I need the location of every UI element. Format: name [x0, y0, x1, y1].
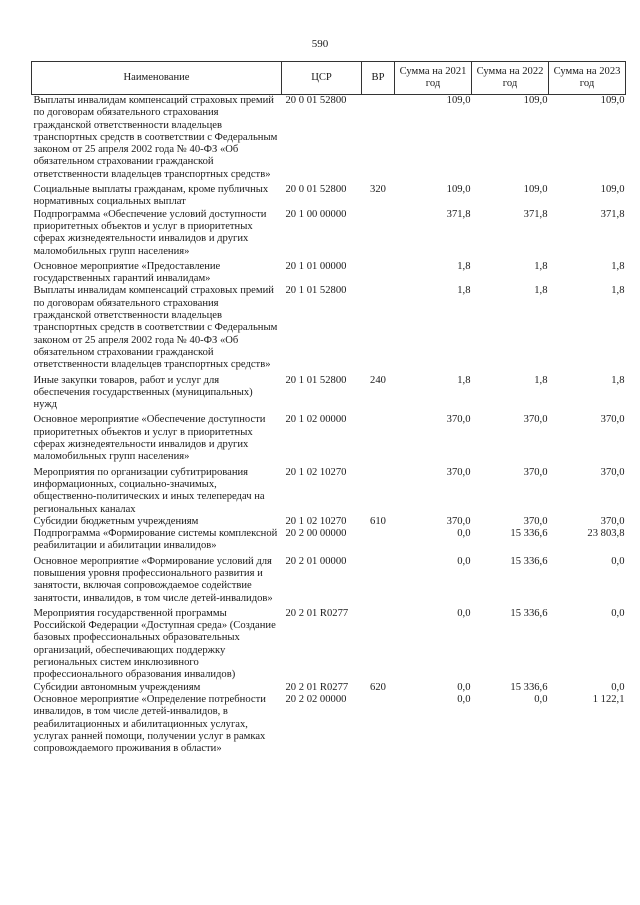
table-row: [32, 95, 626, 182]
row-vr: [362, 95, 395, 182]
row-vr: [362, 285, 395, 371]
table-row: [32, 258, 626, 286]
table-row: [32, 209, 626, 258]
row-name: Подпрограмма «Формирование системы комплексной реабилитации и абилитации инвалидов»: [33, 528, 278, 552]
row-sum-2021: 370,0: [446, 466, 471, 478]
row-sum-2023: 370,0: [600, 414, 625, 426]
row-csr: 20 0 01 52800: [285, 184, 347, 196]
row-vr: [362, 411, 395, 463]
header-vr: ВР: [362, 62, 395, 95]
row-name: Субсидии бюджетным учреждениям: [33, 515, 199, 527]
row-sum-2023: 23 803,8: [587, 528, 625, 540]
row-sum-2021: 0,0: [457, 528, 471, 540]
row-csr: 20 2 01 R0277: [285, 681, 349, 693]
header-sum-2021: Сумма на 2021 год: [395, 62, 472, 95]
table-row: [32, 411, 626, 463]
row-sum-2021: 371,8: [446, 208, 471, 220]
table-row: [32, 605, 626, 682]
row-sum-2021: 1,8: [457, 260, 471, 272]
table-row: [32, 372, 626, 412]
row-sum-2021: 0,0: [457, 693, 471, 705]
row-sum-2023: 1,8: [611, 374, 625, 386]
row-sum-2023: 0,0: [611, 555, 625, 567]
header-sum-2023: Сумма на 2023 год: [549, 62, 626, 95]
row-sum-2022: 109,0: [523, 95, 548, 106]
row-name: Выплаты инвалидам компенсаций страховых премий по договорам обязательного страхования гражданской ответственности владельцев транспортных средств в соответствии с Федеральным законом от 25 апреля 2002 года № 40-ФЗ «Об обязательном страховании гражданской ответственности владельцев транспортных средств»: [33, 285, 278, 371]
row-sum-2021: 1,8: [457, 285, 471, 297]
header-csr: ЦСР: [282, 62, 362, 95]
header-name: Наименование: [32, 62, 282, 95]
row-vr: 610: [370, 515, 386, 527]
row-sum-2023: 109,0: [600, 184, 625, 196]
header-sum-2022: Сумма на 2022 год: [472, 62, 549, 95]
row-sum-2022: 370,0: [523, 515, 548, 527]
row-sum-2023: 1,8: [611, 285, 625, 297]
table-row: [32, 694, 626, 755]
row-name: Основное мероприятие «Определение потребности инвалидов, в том числе детей-инвалидов, в реабилитационных и абилитационных услугах, услугах ранней помощи, получении услуг в рамках сопровождаемого проживания в области»: [33, 693, 266, 755]
row-sum-2022: 15 336,6: [510, 528, 548, 540]
row-csr: 20 2 01 00000: [285, 555, 347, 567]
table-row: [32, 285, 626, 371]
row-sum-2021: 370,0: [446, 414, 471, 426]
row-sum-2021: 1,8: [457, 374, 471, 386]
budget-table: [31, 61, 626, 755]
row-sum-2022: 0,0: [534, 693, 548, 705]
row-csr: 20 1 01 52800: [285, 374, 347, 386]
row-name: Основное мероприятие «Обеспечение доступности приоритетных объектов и услуг в приоритетных сферах жизнедеятельности инвалидов и других маломобильных групп населения»: [33, 414, 266, 463]
row-vr: [362, 528, 395, 553]
table-header-row: [32, 62, 626, 95]
row-vr: [362, 209, 395, 258]
row-sum-2023: 0,0: [611, 607, 625, 619]
row-sum-2022: 371,8: [523, 208, 548, 220]
row-vr: 320: [370, 184, 386, 196]
row-csr: 20 2 01 R0277: [285, 607, 349, 619]
row-sum-2021: 0,0: [457, 607, 471, 619]
row-csr: 20 0 01 52800: [285, 95, 347, 106]
row-name: Иные закупки товаров, работ и услуг для обеспечения государственных (муниципальных) нужд: [33, 374, 253, 411]
table-row: [32, 682, 626, 694]
row-sum-2023: 370,0: [600, 515, 625, 527]
row-vr: [362, 553, 395, 605]
row-sum-2022: 370,0: [523, 466, 548, 478]
row-csr: 20 2 02 00000: [285, 693, 347, 705]
row-sum-2023: 371,8: [600, 208, 625, 220]
row-name: Основное мероприятие «Формирование условий для повышения уровня профессионального развития и занятости, включая сопровождаемое содействие занятости, инвалидов, в том числе детей-инвалидов»: [33, 555, 273, 604]
row-csr: 20 2 00 00000: [285, 528, 347, 540]
table-row: [32, 181, 626, 209]
row-name: Выплаты инвалидам компенсаций страховых премий по договорам обязательного страхования гражданской ответственности владельцев транспортных средств в соответствии с Федеральным законом от 25 апреля 2002 года № 40-ФЗ «Об обязательном страховании гражданской ответственности владельцев транспортных средств»: [33, 95, 278, 180]
row-csr: 20 1 00 00000: [285, 208, 347, 220]
table-row: [32, 516, 626, 528]
row-name: Субсидии автономным учреждениям: [33, 681, 201, 693]
row-sum-2022: 1,8: [534, 260, 548, 272]
row-vr: 620: [370, 681, 386, 693]
row-sum-2023: 370,0: [600, 466, 625, 478]
row-sum-2022: 109,0: [523, 184, 548, 196]
row-sum-2021: 109,0: [446, 95, 471, 106]
row-sum-2023: 109,0: [600, 95, 625, 106]
row-sum-2021: 0,0: [457, 681, 471, 693]
row-name: Социальные выплаты гражданам, кроме публичных нормативных социальных выплат: [33, 184, 269, 208]
row-vr: [362, 694, 395, 755]
row-sum-2022: 370,0: [523, 414, 548, 426]
row-csr: 20 1 01 00000: [285, 260, 347, 272]
row-csr: 20 1 02 10270: [285, 466, 347, 478]
row-sum-2022: 1,8: [534, 285, 548, 297]
row-csr: 20 1 02 10270: [285, 515, 347, 527]
row-sum-2023: 0,0: [611, 681, 625, 693]
row-name: Мероприятия государственной программы Российской Федерации «Доступная среда» (Создание базовых профессиональных образовательных организаций, обеспечивающих поддержку региональных систем инклюзивного профессионального образования инвалидов): [33, 607, 276, 681]
row-vr: 240: [370, 374, 386, 386]
row-csr: 20 1 01 52800: [285, 285, 347, 297]
row-name: Мероприятия по организации субтитрирования информационных, социально-значимых, общественно-политических и иных телепередач на региональных каналах: [33, 466, 265, 515]
table-row: [32, 528, 626, 553]
row-sum-2022: 1,8: [534, 374, 548, 386]
row-csr: 20 1 02 00000: [285, 414, 347, 426]
page-number: 590: [311, 38, 329, 50]
row-vr: [362, 605, 395, 682]
row-sum-2023: 1,8: [611, 260, 625, 272]
row-vr: [362, 258, 395, 286]
row-sum-2023: 1 122,1: [592, 693, 625, 705]
row-name: Подпрограмма «Обеспечение условий доступности приоритетных объектов и услуг в приоритетных сферах жизнедеятельности инвалидов и других маломобильных групп населения»: [33, 208, 267, 257]
row-sum-2021: 109,0: [446, 184, 471, 196]
row-sum-2022: 15 336,6: [510, 555, 548, 567]
row-vr: [362, 464, 395, 516]
row-sum-2022: 15 336,6: [510, 681, 548, 693]
row-sum-2021: 0,0: [457, 555, 471, 567]
row-name: Основное мероприятие «Предоставление государственных гарантий инвалидам»: [33, 260, 221, 285]
row-sum-2022: 15 336,6: [510, 607, 548, 619]
table-row: [32, 553, 626, 605]
table-row: [32, 464, 626, 516]
row-sum-2021: 370,0: [446, 515, 471, 527]
